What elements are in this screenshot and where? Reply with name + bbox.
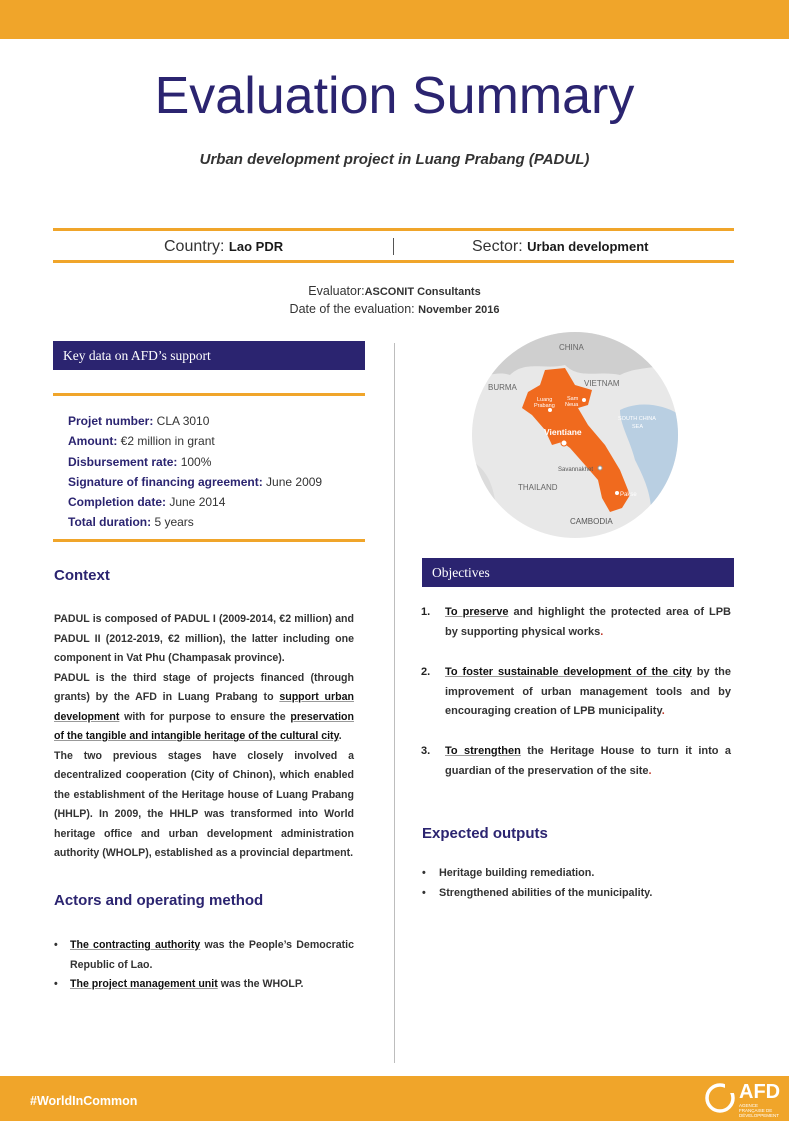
key-data-item: Total duration: 5 years — [68, 515, 194, 530]
map-label-cambodia: CAMBODIA — [570, 517, 613, 526]
map-label-sea-1: SOUTH CHINA — [618, 416, 656, 422]
sector-label: Sector: — [472, 238, 523, 255]
context-body — [54, 610, 354, 864]
afd-logo-subtext: AGENCE FRANÇAISE DE DÉVELOPPEMENT — [739, 1103, 780, 1118]
key-data-item: Projet number: CLA 3010 — [68, 414, 210, 428]
map-label-pakse: Pakse — [620, 492, 637, 498]
country-label: Country: — [164, 238, 225, 255]
objectives-item-1: 1. To preserve and highlight the protected area of LPB by supporting physical works. — [421, 606, 731, 638]
laos-map — [470, 330, 680, 540]
map-label-sam-2: Neua — [565, 402, 579, 408]
outputs-item: • Heritage building remediation. — [422, 867, 595, 879]
context-paragraph-3: The two previous stages have closely involved a decentralized cooperation (City of Chinon), which enabled the establishment of the Heritage house of Luang Prabang (HHLP). In 2009, the HHLP was transformed into World heritage office and urban development administration authority (WHOLP), established as a provincial department. — [54, 749, 354, 859]
evaluation-date-line — [0, 302, 789, 316]
actors-heading: Actors and operating method — [54, 892, 264, 909]
map-label-luang-2: Prabang — [534, 403, 555, 409]
sector-value: Urban development — [527, 239, 649, 254]
key-data-item: Disbursement rate: 100% — [68, 454, 212, 469]
context-heading: Context — [54, 567, 110, 584]
key-data-item: Amount: €2 million in grant — [68, 434, 215, 449]
info-band-bottom-rule — [53, 260, 734, 263]
page-title: Evaluation Summary — [154, 67, 635, 125]
footer-hashtag: #WorldInCommon — [30, 1094, 138, 1108]
country-line — [164, 238, 283, 256]
key-data-top-rule — [53, 393, 365, 396]
context-paragraph-2: PADUL is the third stage of projects financed (through grants) by the AFD in Luang Prabang to support urban development with for purpose to ensure the preservation of the tangible and intangible heritage of the cultural city. — [54, 671, 354, 742]
key-data-item: Completion date: June 2014 — [68, 495, 226, 510]
evaluator-value: ASCONIT Consultants — [364, 286, 481, 298]
map-label-savannakhet: Savannakhet — [558, 467, 594, 473]
map-label-vietnam: VIETNAM — [584, 379, 620, 388]
outputs-item: • Strengthened abilities of the municipality. — [422, 887, 653, 899]
actors-item: • The project management unit was the WHOLP. — [54, 978, 304, 990]
map-label-burma: BURMA — [488, 383, 517, 392]
afd-logo-text: AFD — [739, 1081, 781, 1103]
context-paragraph-1: PADUL is composed of PADUL I (2009-2014, €2 million) and PADUL II (2012-2019, €2 million), the latter including one component in Vat Phu (Champasak province). — [54, 613, 354, 664]
objectives-heading: Objectives — [422, 558, 734, 587]
date-value: November 2016 — [418, 304, 500, 316]
key-data-bottom-rule — [53, 539, 365, 542]
map-label-luang-1: Luang — [537, 397, 553, 403]
objectives-item-3: 3. To strengthen the Heritage House to turn it into a guardian of the preservation of the site. — [421, 745, 732, 777]
pakse-marker — [615, 491, 619, 495]
objectives-item-2: 2. To foster sustainable development of the city by the improvement of urban management tools and by encouraging creation of LPB municipality. — [421, 666, 731, 717]
evaluator-line — [0, 284, 789, 298]
country-value: Lao PDR — [228, 239, 284, 254]
sam-neua-marker — [582, 398, 586, 402]
key-data-item: Signature of financing agreement: June 2009 — [68, 474, 323, 489]
outputs-heading: Expected outputs — [422, 825, 548, 842]
evaluator-label: Evaluator: — [308, 284, 365, 298]
map-label-thailand: THAILAND — [518, 483, 558, 492]
actors-list — [54, 936, 354, 995]
vientiane-marker — [561, 440, 567, 446]
map-label-vientiane: Vientiane — [544, 427, 582, 437]
key-data-list — [68, 411, 322, 533]
map-label-china: CHINA — [559, 343, 584, 352]
sector-line — [472, 238, 649, 256]
page-subtitle: Urban development project in Luang Prabang (PADUL) — [199, 151, 590, 168]
actors-item: • The contracting authority was the People’s Democratic Republic of Lao. — [54, 939, 354, 971]
date-label: Date of the evaluation: — [289, 302, 415, 316]
top-banner — [0, 0, 789, 39]
info-band-divider — [393, 238, 394, 255]
key-data-heading: Key data on AFD’s support — [53, 341, 365, 370]
map-label-sam-1: Sam — [567, 396, 579, 402]
info-band-top-rule — [53, 228, 734, 231]
afd-logo-icon — [703, 1081, 737, 1115]
column-divider — [394, 343, 395, 1063]
outputs-list — [422, 863, 722, 903]
map-label-sea-2: SEA — [632, 424, 644, 430]
savannakhet-marker — [598, 466, 602, 470]
